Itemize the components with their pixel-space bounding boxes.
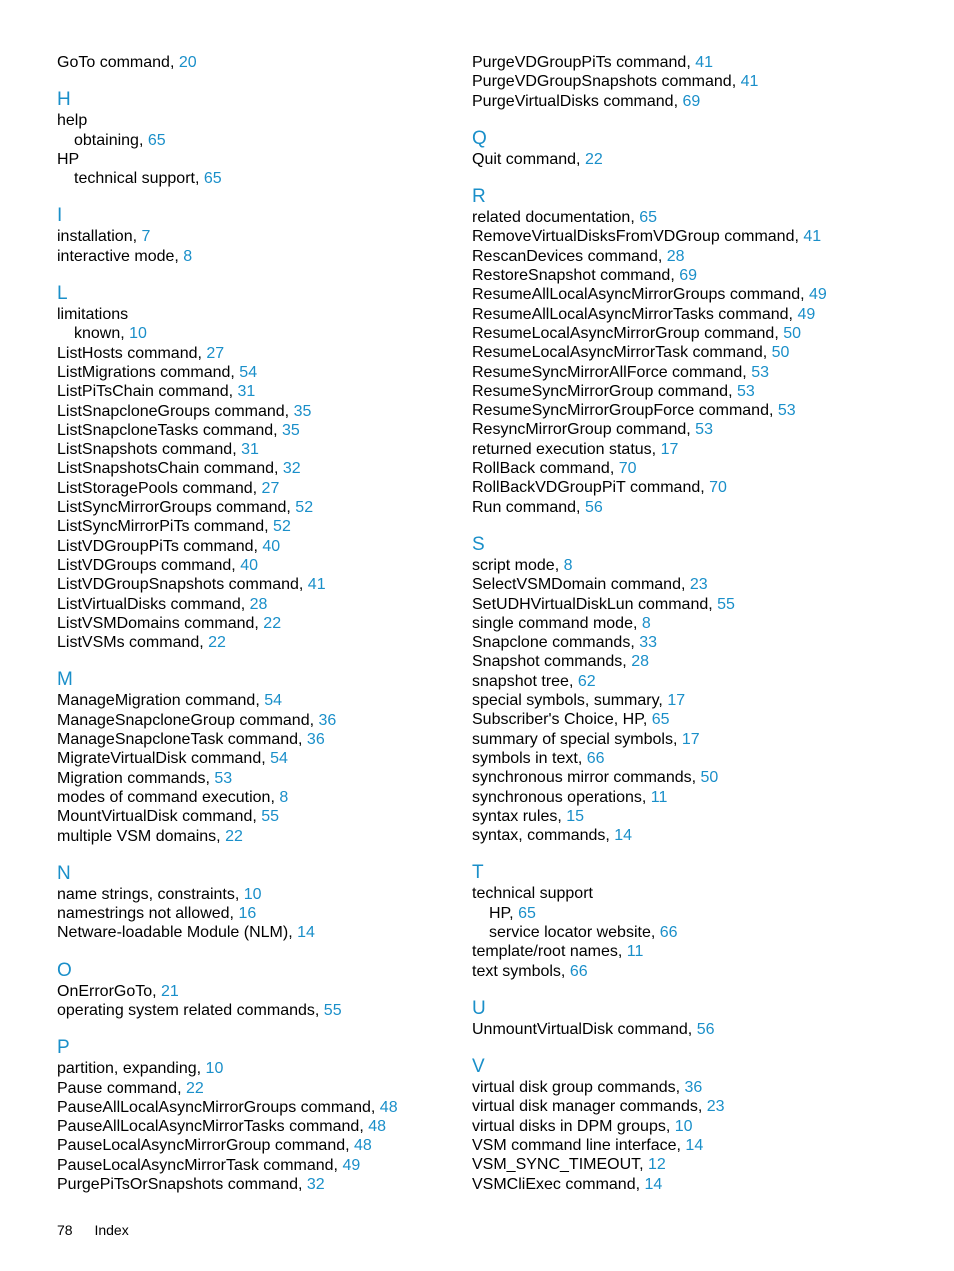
index-term: MountVirtualDisk command, — [57, 808, 262, 826]
page-link[interactable]: 53 — [736, 382, 755, 400]
index-entry — [57, 421, 497, 440]
index-term: symbols in text, — [472, 749, 587, 767]
page-link[interactable]: 56 — [584, 498, 603, 516]
page-link[interactable]: 11 — [626, 943, 644, 961]
index-term: PauseAllLocalAsyncMirrorTasks command, — [57, 1118, 369, 1136]
page-link[interactable]: 14 — [614, 827, 633, 845]
index-entry — [57, 498, 497, 517]
index-term: ResumeLocalAsyncMirrorGroup command, — [472, 324, 784, 342]
index-term: RollBackVDGroupPiT command, — [472, 479, 710, 497]
page-link[interactable]: 54 — [270, 750, 288, 768]
page-link[interactable]: 48 — [368, 1118, 387, 1136]
index-term: Run command, — [472, 498, 585, 516]
index-term: ListSnapshotsChain command, — [57, 460, 283, 478]
index-entry — [57, 517, 497, 536]
page-link[interactable]: 65 — [651, 711, 670, 729]
index-entry — [57, 363, 497, 382]
index-entry — [57, 111, 497, 130]
index-term: technical support, — [74, 170, 204, 188]
page-link[interactable]: 8 — [279, 788, 289, 806]
index-subentry — [57, 131, 497, 150]
index-entry — [57, 1156, 497, 1175]
index-entry — [57, 53, 497, 72]
index-entry — [57, 305, 497, 324]
page-link[interactable]: 52 — [295, 499, 314, 517]
index-entry — [472, 1117, 912, 1136]
index-term: Snapclone commands, — [472, 634, 640, 652]
index-entry — [472, 884, 912, 903]
index-entry — [57, 575, 497, 594]
index-letter-heading: R — [472, 186, 486, 208]
page-link[interactable]: 40 — [240, 556, 258, 574]
index-entry — [472, 498, 912, 517]
index-letter-heading: V — [472, 1056, 485, 1078]
index-entry — [472, 614, 912, 633]
index-term: limitations — [57, 306, 129, 324]
index-term: Snapshot commands, — [472, 653, 632, 671]
page-link[interactable]: 22 — [185, 1079, 204, 1097]
index-term: installation, — [57, 228, 142, 246]
index-entry — [472, 247, 912, 266]
index-term: SetUDHVirtualDiskLun command, — [472, 595, 718, 613]
index-entry — [472, 788, 912, 807]
index-term: returned execution status, — [472, 440, 661, 458]
page-link[interactable]: 10 — [205, 1060, 224, 1078]
index-entry — [57, 633, 497, 652]
page-link[interactable]: 52 — [273, 518, 291, 536]
page-link[interactable]: 69 — [679, 267, 698, 285]
index-entry — [472, 556, 912, 575]
index-term: text symbols, — [472, 962, 570, 980]
index-term: syntax, commands, — [472, 827, 615, 845]
index-entry — [472, 440, 912, 459]
page-link[interactable]: 65 — [203, 170, 222, 188]
page-link[interactable]: 70 — [618, 460, 637, 478]
index-term: ResumeSyncMirrorAllForce command, — [472, 363, 752, 381]
index-entry — [472, 962, 912, 981]
index-term: GoTo command, — [57, 54, 179, 71]
index-letter-heading: Q — [472, 127, 487, 149]
page-link[interactable]: 56 — [696, 1020, 715, 1038]
page-link[interactable]: 54 — [239, 363, 258, 381]
index-entry — [57, 885, 497, 904]
index-entry — [57, 459, 497, 478]
page-link[interactable]: 55 — [261, 808, 280, 826]
index-entry — [472, 343, 912, 362]
index-term: ListSnapcloneGroups command, — [57, 402, 294, 420]
index-term: interactive mode, — [57, 247, 184, 265]
index-term: RestoreSnapshot command, — [472, 267, 680, 285]
index-term: Pause command, — [57, 1079, 186, 1097]
index-term: multiple VSM domains, — [57, 827, 226, 845]
index-entry — [472, 749, 912, 768]
index-term: Quit command, — [472, 150, 585, 168]
page-link[interactable]: 14 — [685, 1137, 704, 1155]
index-entry — [472, 575, 912, 594]
index-term: obtaining, — [74, 131, 148, 149]
index-term: VSM_SYNC_TIMEOUT, — [472, 1156, 649, 1174]
index-term: SelectVSMDomain command, — [472, 576, 690, 594]
index-entry — [57, 479, 497, 498]
page-link[interactable]: 23 — [689, 576, 708, 594]
page-link[interactable]: 41 — [803, 228, 822, 246]
page-link[interactable]: 65 — [639, 209, 658, 227]
page-link[interactable]: 35 — [293, 402, 312, 420]
index-entry — [57, 749, 497, 768]
page-link[interactable]: 11 — [650, 788, 668, 806]
index-entry — [57, 1175, 497, 1194]
index-entry — [472, 150, 912, 169]
page-link[interactable]: 49 — [809, 286, 827, 304]
page-link[interactable]: 50 — [700, 769, 719, 787]
index-term: PurgeVDGroupPiTs command, — [472, 54, 696, 71]
index-term: PurgeVDGroupSnapshots command, — [472, 73, 741, 91]
page-footer — [57, 1222, 147, 1238]
index-term: HP, — [489, 904, 519, 922]
index-term: related documentation, — [472, 209, 640, 227]
index-subentry — [57, 169, 497, 188]
index-term: ResyncMirrorGroup command, — [472, 421, 696, 439]
index-term: ListPiTsChain command, — [57, 383, 238, 401]
index-entry — [472, 807, 912, 826]
index-term: ListVDGroupSnapshots command, — [57, 576, 308, 594]
index-term: ListVDGroupPiTs command, — [57, 537, 263, 555]
page-link[interactable]: 53 — [214, 769, 233, 787]
index-entry — [472, 1155, 912, 1174]
index-entry — [57, 1001, 497, 1020]
index-term: PurgePiTsOrSnapshots command, — [57, 1176, 307, 1194]
index-term: ListVDGroups command, — [57, 556, 241, 574]
index-entry — [57, 150, 497, 169]
page-link[interactable]: 53 — [777, 402, 796, 420]
index-term: virtual disk group commands, — [472, 1079, 685, 1097]
index-term: syntax rules, — [472, 807, 567, 825]
index-entry — [57, 691, 497, 710]
page-link[interactable]: 62 — [577, 672, 596, 690]
index-entry — [472, 285, 912, 304]
index-entry — [472, 92, 912, 111]
index-term: help — [57, 112, 88, 130]
index-entry — [57, 382, 497, 401]
index-term: known, — [74, 325, 130, 343]
index-column-left — [57, 53, 497, 1194]
index-term: partition, expanding, — [57, 1060, 206, 1078]
index-letter-heading: T — [472, 862, 484, 884]
index-entry — [472, 363, 912, 382]
index-entry — [472, 305, 912, 324]
index-entry — [472, 459, 912, 478]
page-link[interactable]: 41 — [740, 73, 759, 91]
page-link[interactable]: 23 — [706, 1098, 725, 1116]
index-subentry — [57, 324, 497, 343]
index-entry — [472, 942, 912, 961]
index-term: modes of command execution, — [57, 788, 280, 806]
index-entry — [57, 769, 497, 788]
index-term: ManageMigration command, — [57, 692, 265, 710]
index-entry — [472, 826, 912, 845]
index-term: ListSyncMirrorPiTs command, — [57, 518, 274, 536]
page-link[interactable]: 32 — [306, 1176, 325, 1194]
index-letter-heading: O — [57, 959, 72, 981]
index-term: UnmountVirtualDisk command, — [472, 1020, 697, 1038]
index-term: ResumeAllLocalAsyncMirrorGroups command, — [472, 286, 809, 304]
index-term: ListSnapcloneTasks command, — [57, 421, 282, 439]
index-term: ListSnapshots command, — [57, 441, 242, 459]
page-number: 78 — [57, 1222, 73, 1238]
index-term: Migration commands, — [57, 769, 215, 787]
page-link[interactable]: 66 — [569, 962, 588, 980]
index-term: PauseAllLocalAsyncMirrorGroups command, — [57, 1098, 380, 1116]
index-entry — [472, 478, 912, 497]
index-term: HP — [57, 150, 80, 168]
index-entry — [472, 266, 912, 285]
index-entry — [472, 227, 912, 246]
index-entry — [472, 1097, 912, 1116]
index-entry — [57, 402, 497, 421]
page-link[interactable]: 14 — [297, 924, 315, 942]
index-entry — [472, 768, 912, 787]
index-entry — [57, 711, 497, 730]
page-link[interactable]: 48 — [354, 1137, 372, 1155]
index-entry — [472, 53, 912, 72]
index-entry — [57, 556, 497, 575]
page-link[interactable]: 22 — [263, 614, 282, 632]
index-term: ResumeSyncMirrorGroupForce command, — [472, 402, 778, 420]
page-link[interactable]: 36 — [306, 731, 325, 749]
page-link[interactable]: 17 — [660, 440, 679, 458]
index-entry — [57, 344, 497, 363]
page-link[interactable]: 21 — [161, 982, 179, 1000]
page-link[interactable]: 40 — [262, 537, 281, 555]
page-link[interactable]: 36 — [318, 711, 337, 729]
page-link[interactable]: 17 — [681, 730, 700, 748]
page-link[interactable]: 50 — [783, 324, 802, 342]
page-link[interactable]: 14 — [644, 1175, 663, 1193]
index-term: PauseLocalAsyncMirrorGroup command, — [57, 1137, 355, 1155]
index-entry — [472, 208, 912, 227]
index-entry — [472, 652, 912, 671]
index-entry — [57, 904, 497, 923]
page-link[interactable]: 20 — [178, 54, 197, 71]
index-term: virtual disk manager commands, — [472, 1098, 707, 1116]
index-term: ResumeSyncMirrorGroup command, — [472, 382, 737, 400]
index-term: name strings, constraints, — [57, 885, 244, 903]
index-term: synchronous mirror commands, — [472, 769, 701, 787]
index-term: MigrateVirtualDisk command, — [57, 750, 271, 768]
index-term: ListStoragePools command, — [57, 479, 262, 497]
index-letter-heading: I — [57, 205, 63, 227]
page-link[interactable]: 27 — [261, 479, 280, 497]
index-entry — [472, 672, 912, 691]
index-term: virtual disks in DPM groups, — [472, 1117, 675, 1135]
index-term: VSMCliExec command, — [472, 1175, 645, 1193]
index-entry — [57, 788, 497, 807]
index-entry — [472, 420, 912, 439]
page-link[interactable]: 49 — [342, 1156, 361, 1174]
index-entry — [472, 324, 912, 343]
index-entry — [57, 1079, 497, 1098]
index-entry — [57, 1059, 497, 1078]
page-link[interactable]: 28 — [631, 653, 649, 671]
index-entry — [57, 1136, 497, 1155]
index-term: technical support — [472, 885, 593, 903]
page-link[interactable]: 8 — [183, 247, 193, 265]
page-link[interactable]: 22 — [584, 150, 603, 168]
index-entry — [472, 72, 912, 91]
index-term: namestrings not allowed, — [57, 905, 239, 923]
index-entry — [57, 440, 497, 459]
page-link[interactable]: 66 — [586, 749, 605, 767]
index-entry — [472, 595, 912, 614]
page-link[interactable]: 53 — [695, 421, 713, 439]
index-term: special symbols, summary, — [472, 692, 668, 710]
page-link[interactable]: 66 — [659, 923, 678, 941]
page-link[interactable]: 36 — [684, 1079, 703, 1097]
index-letter-heading: P — [57, 1037, 70, 1059]
index-term: ListVirtualDisks command, — [57, 595, 250, 613]
page-link[interactable]: 8 — [563, 556, 573, 574]
page-link[interactable]: 65 — [147, 131, 166, 149]
index-entry — [57, 807, 497, 826]
page-link[interactable]: 48 — [379, 1098, 398, 1116]
page-link[interactable]: 55 — [717, 595, 735, 613]
index-entry — [57, 227, 497, 246]
index-term: ManageSnapcloneGroup command, — [57, 711, 319, 729]
page-link[interactable]: 35 — [282, 421, 300, 439]
page-link[interactable]: 16 — [238, 905, 257, 923]
index-term: operating system related commands, — [57, 1001, 324, 1019]
page-link[interactable]: 49 — [797, 305, 816, 323]
page-link[interactable]: 41 — [307, 576, 326, 594]
index-letter-heading: L — [57, 283, 68, 305]
index-entry — [472, 1136, 912, 1155]
index-entry — [57, 730, 497, 749]
index-term: PauseLocalAsyncMirrorTask command, — [57, 1156, 343, 1174]
page-link[interactable]: 10 — [674, 1117, 693, 1135]
index-entry — [57, 827, 497, 846]
index-term: RemoveVirtualDisksFromVDGroup command, — [472, 228, 804, 246]
index-entry — [57, 614, 497, 633]
index-term: RollBack command, — [472, 460, 619, 478]
index-entry — [472, 1175, 912, 1194]
index-term: service locator website, — [489, 923, 660, 941]
index-term: synchronous operations, — [472, 788, 651, 806]
index-term: PurgeVirtualDisks command, — [472, 92, 683, 110]
index-term: ManageSnapcloneTask command, — [57, 731, 307, 749]
index-entry — [472, 401, 912, 420]
index-entry — [472, 730, 912, 749]
page-link[interactable]: 31 — [241, 441, 259, 459]
index-term: RescanDevices command, — [472, 247, 667, 265]
index-term: single command mode, — [472, 614, 642, 632]
page-link[interactable]: 10 — [129, 325, 147, 343]
index-letter-heading: H — [57, 89, 71, 111]
index-entry — [57, 1098, 497, 1117]
index-term: snapshot tree, — [472, 672, 578, 690]
page-link[interactable]: 27 — [206, 344, 225, 362]
page-link[interactable]: 41 — [695, 54, 713, 71]
index-letter-heading: M — [57, 669, 73, 691]
page-link[interactable]: 54 — [264, 692, 283, 710]
index-term: ListVSMs command, — [57, 634, 209, 652]
index-term: ListVSMDomains command, — [57, 614, 264, 632]
index-term: Subscriber's Choice, HP, — [472, 711, 652, 729]
index-entry — [472, 382, 912, 401]
page-link[interactable]: 22 — [225, 827, 243, 845]
page-link[interactable]: 10 — [243, 885, 262, 903]
index-term: OnErrorGoTo, — [57, 982, 162, 1000]
index-term: template/root names, — [472, 943, 627, 961]
index-entry — [472, 691, 912, 710]
page-link[interactable]: 69 — [682, 92, 701, 110]
index-entry — [57, 537, 497, 556]
index-entry — [57, 1117, 497, 1136]
page-link[interactable]: 31 — [237, 383, 256, 401]
index-entry — [57, 923, 497, 942]
page-link[interactable]: 33 — [639, 634, 657, 652]
page-link[interactable]: 53 — [751, 363, 769, 381]
index-entry — [472, 1078, 912, 1097]
page-link[interactable]: 28 — [249, 595, 268, 613]
index-term: script mode, — [472, 556, 564, 574]
index-letter-heading: U — [472, 997, 486, 1019]
page-link[interactable]: 15 — [566, 807, 585, 825]
page-link[interactable]: 22 — [208, 634, 226, 652]
index-subentry — [472, 904, 912, 923]
page-link[interactable]: 7 — [141, 228, 151, 246]
index-entry — [472, 633, 912, 652]
index-term: Netware-loadable Module (NLM), — [57, 924, 298, 942]
index-letter-heading: N — [57, 862, 71, 884]
page-link[interactable]: 55 — [323, 1001, 342, 1019]
index-letter-heading: S — [472, 533, 485, 555]
index-term: ResumeLocalAsyncMirrorTask command, — [472, 344, 772, 362]
index-term: ListSyncMirrorGroups command, — [57, 499, 296, 517]
index-column-right — [472, 53, 912, 1194]
page-link[interactable]: 8 — [641, 614, 651, 632]
index-entry — [472, 1020, 912, 1039]
page-link[interactable]: 50 — [771, 344, 790, 362]
page-link[interactable]: 28 — [666, 247, 685, 265]
page-link[interactable]: 32 — [282, 460, 301, 478]
page-link[interactable]: 17 — [667, 692, 686, 710]
index-entry — [57, 595, 497, 614]
index-term: ListHosts command, — [57, 344, 207, 362]
index-term: VSM command line interface, — [472, 1137, 686, 1155]
index-term: summary of special symbols, — [472, 730, 682, 748]
index-term: ListMigrations command, — [57, 363, 240, 381]
index-term: ResumeAllLocalAsyncMirrorTasks command, — [472, 305, 798, 323]
page-link[interactable]: 12 — [648, 1156, 666, 1174]
index-entry — [57, 982, 497, 1001]
index-entry — [57, 247, 497, 266]
footer-section: Index — [94, 1222, 129, 1238]
index-entry — [472, 710, 912, 729]
page-link[interactable]: 65 — [518, 904, 536, 922]
index-subentry — [472, 923, 912, 942]
page-link[interactable]: 70 — [709, 479, 727, 497]
